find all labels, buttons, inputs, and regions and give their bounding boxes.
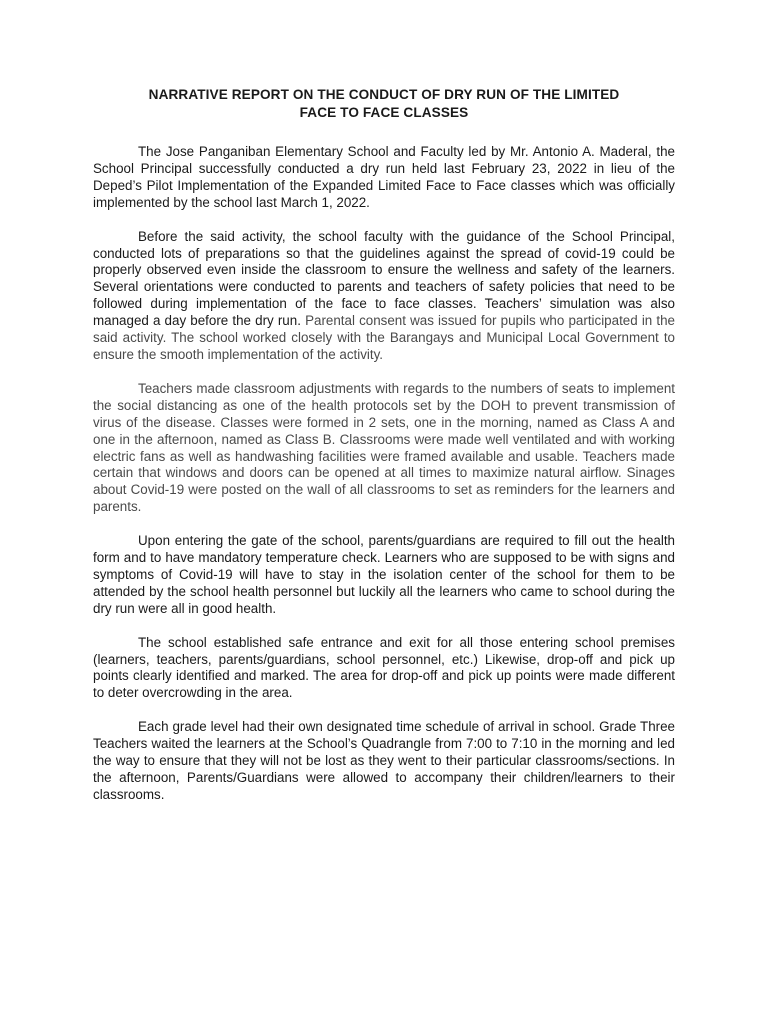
document-title: [93, 86, 675, 122]
paragraph-health-check: Upon entering the gate of the school, parents/guardians are required to fill out the health form and to have mandatory temperature check. Learners who are supposed to be with signs and symptoms of Covid-19 will have to stay in the isolation center of the school for them to be attended by the school health personnel but luckily all the learners who came to school during the dry run were all in good health.: [93, 533, 675, 616]
title-line-2: FACE TO FACE CLASSES: [299, 105, 469, 120]
paragraph-preparations-part-2: Parental consent was issued for pupils who participated in the said activity. The school worked closely with the Barangays and Municipal Local Government to ensure the smooth implementation of the activity.: [93, 313, 675, 362]
paragraph-preparations-part-1: Before the said activity, the school faculty with the guidance of the School Principal, conducted lots of preparations so that the guidelines against the spread of covid-19 could be properly observed even inside the classroom to ensure the wellness and safety of the learners. Several orientations were conducted to parents and teachers of safety policies that need to be followed during implementation of the face to face classes. Teachers’ simulation was also managed a day before the dry run.: [93, 228, 675, 329]
paragraph-preparations: [93, 229, 675, 364]
document-page: [93, 86, 675, 821]
paragraph-entrance-exit: The school established safe entrance and exit for all those entering school premises (learners, teachers, parents/guardians, school personnel, etc.) Likewise, drop-off and pick up points clearly identified and marked. The area for drop-off and pick up points were made different to deter overcrowding in the area.: [93, 634, 675, 701]
paragraph-schedule: Each grade level had their own designated time schedule of arrival in school. Grade Three Teachers waited the learners at the School’s Quadrangle from 7:00 to 7:10 in the morning and led the way to ensure that they will not be lost as they went to their particular classrooms/sections. In the afternoon, Parents/Guardians were allowed to accompany their children/learners to their classrooms.: [93, 719, 675, 802]
paragraph-intro: The Jose Panganiban Elementary School and Faculty led by Mr. Antonio A. Maderal, the School Principal successfully conducted a dry run held last February 23, 2022 in lieu of the Deped’s Pilot Implementation of the Expanded Limited Face to Face classes which was officially implemented by the school last March 1, 2022.: [93, 144, 675, 210]
title-line-1: NARRATIVE REPORT ON THE CONDUCT OF DRY RUN OF THE LIMITED: [148, 87, 620, 102]
paragraph-classroom-adjustments: Teachers made classroom adjustments with regards to the numbers of seats to implement the social distancing as one of the health protocols set by the DOH to prevent transmission of virus of the disease. Classes were formed in 2 sets, one in the morning, named as Class A and one in the afternoon, named as Class B. Classrooms were made well ventilated and with working electric fans as well as handwashing facilities were framed available and usable. Teachers made certain that windows and doors can be opened at all times to maximize natural airflow. Sinages about Covid-19 were posted on the wall of all classrooms to set as reminders for the learners and parents.: [93, 380, 675, 515]
